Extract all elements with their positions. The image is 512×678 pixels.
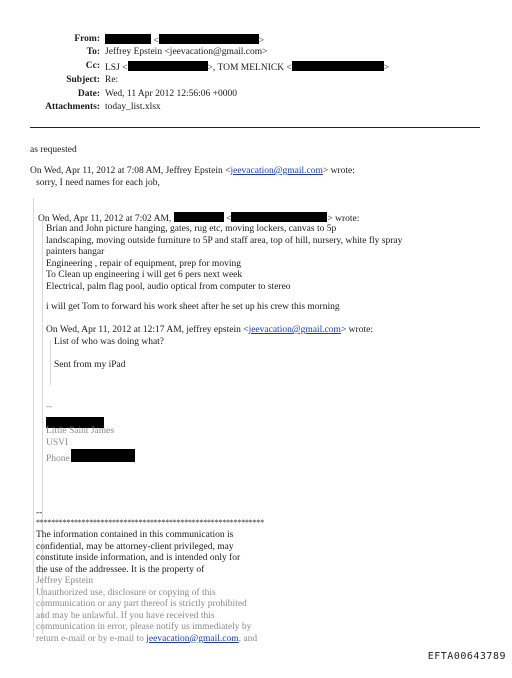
cc-prefix: LSJ < [105,63,128,73]
sig-line-phone: Phone [46,449,135,466]
sig-line: USVI [46,437,69,448]
quote2-line: Brian and John picture hanging, gates, rug etc, moving lockers, canvas to 5p [46,224,337,234]
to-value: Jeffrey Epstein <jeevacation@gmail.com> [105,47,268,57]
from-label: From: [74,34,100,44]
email-link[interactable]: jeevacation@gmail.com [248,325,341,335]
quote2-line: painters hangar [46,247,105,257]
cc-end: > [383,63,390,73]
quote3-header-post: > wrote: [340,325,373,335]
reply-text: as requested [30,145,77,155]
quote3-header-pre: On Wed, Apr 11, 2012 at 12:17 AM, jeffrey epstein < [46,325,249,335]
email-link[interactable]: jeevacation@gmail.com [230,166,323,176]
quote2-forward: i will get Tom to forward his work sheet after he set up his crew this morning [46,302,340,312]
quote1-header-pre: On Wed, Apr 11, 2012 at 7:08 AM, Jeffrey Epstein < [30,166,231,176]
header-divider [30,127,480,128]
cc-middle: >, TOM MELNICK < [207,63,292,73]
cc-label: Cc: [85,61,100,71]
redaction-block [159,34,259,44]
disclaimer-line: Unauthorized use, disclosure or copying of this [36,587,216,598]
document-id: EFTA00643789 [427,651,506,662]
disclaimer-stars: ************************************************************ [36,518,265,527]
attachments-value: today_list.xlsx [105,102,161,112]
quote1-header-post: > wrote: [322,166,355,176]
redaction-block [231,212,327,222]
disclaimer-line: constitute inside information, and is intended only for [36,553,241,563]
quote2-body [46,224,402,293]
quote2-line: landscaping, moving outside furniture to 5P and staff area, top of hill, nursery, white fly spray [46,235,403,246]
redaction-block [128,61,208,71]
redaction-block [292,61,384,71]
subject-label: Subject: [66,75,100,85]
quote2-header: On Wed, Apr 11, 2012 at 7:02 AM, < > wrote: [38,214,360,224]
date-value: Wed, 11 Apr 2012 12:56:06 +0000 [105,89,237,99]
quote-bar [33,198,34,638]
redaction-block [174,212,224,222]
quote1-text: sorry, I need names for each job, [36,178,160,188]
quote3-text: List of who was doing what? [54,337,165,347]
disclaimer-line: Jeffrey Epstein [36,576,94,586]
disclaimer-dash: -- [36,508,43,518]
subject-value: Re: [105,75,119,85]
sig-dash: -- [46,402,53,412]
sent-from: Sent from my iPad [54,360,126,370]
quote2-header-post: > wrote: [327,214,360,224]
redaction-block [71,449,135,462]
disclaimer-line: The information contained in this communication is [36,530,234,540]
quote-bar [50,340,51,385]
disclaimer-line: communication or any part thereof is strictly prohibited [36,599,247,609]
disclaimer-dark [36,530,240,576]
disclaimer-line: communication in error, please notify us immediately by [36,622,252,632]
email-link[interactable]: jeevacation@gmail.com [146,633,239,644]
disclaimer-line: and may be unlawful. If you have received this [36,610,215,621]
from-value: < > [105,34,264,46]
to-label: To: [86,47,100,57]
disclaimer-grey [36,576,257,645]
quote3-header [46,325,373,337]
quote1-header [30,166,355,178]
quote2-line: To Clean up engineering i will get 6 pers next week [46,270,243,280]
disclaimer-line: the use of the addressee. It is the property of [36,564,205,575]
disclaimer-line: confidential, may be attorney-client privileged, may [36,541,234,552]
quote2-header-pre: On Wed, Apr 11, 2012 at 7:02 AM, [38,214,172,224]
attachments-label: Attachments: [45,102,100,112]
sig-line: Little Saint James [46,426,115,436]
sig-lines [46,426,135,466]
cc-value [105,61,389,73]
disclaimer-last-line: return e-mail or by e-mail to jeevacation@gmail.com, and [36,633,258,644]
quote2-line: Engineering , repair of equipment, prep for moving [46,258,241,269]
redaction-block [105,34,151,44]
quote2-line: Electrical, palm flag pool, audio optical from computer to stereo [46,281,291,292]
date-label: Date: [77,89,100,99]
